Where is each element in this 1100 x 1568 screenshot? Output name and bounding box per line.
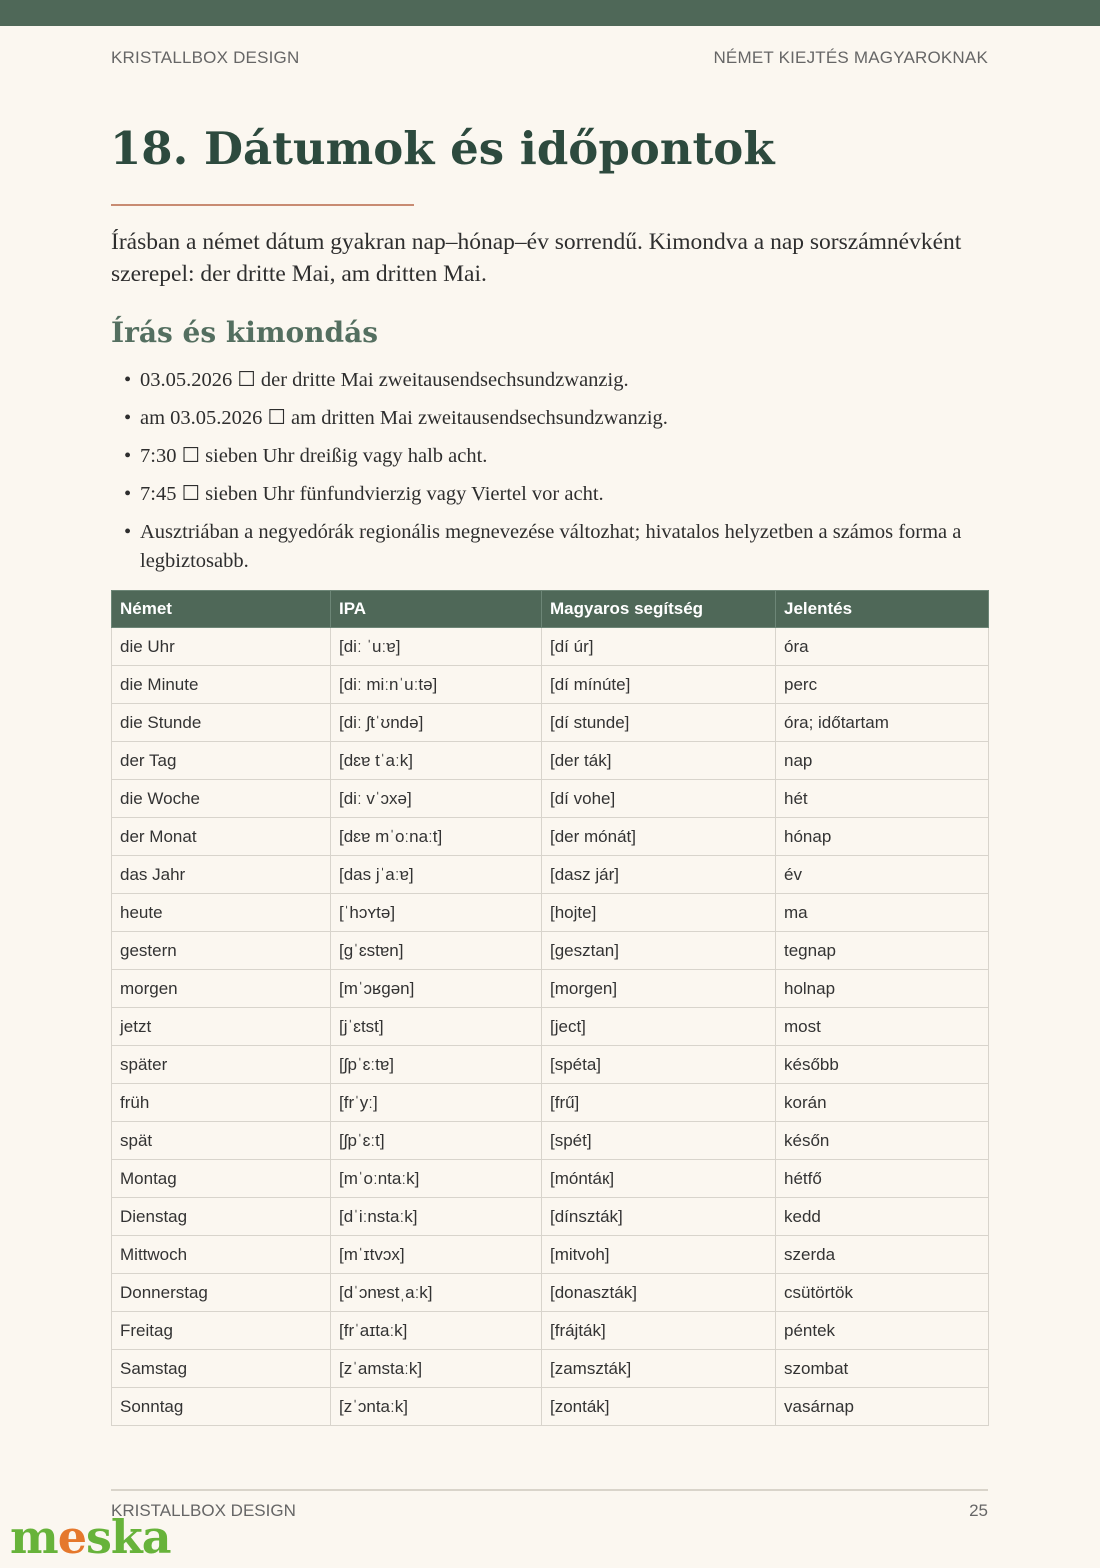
table-row — [112, 1312, 989, 1350]
section-title: Írás és kimondás — [111, 316, 379, 349]
german-cell: später — [112, 1046, 331, 1084]
list-item — [124, 480, 974, 509]
german-cell: die Minute — [112, 666, 331, 704]
column-header-ipa: IPA — [331, 591, 542, 628]
hungarian-help-cell: [mitvoh] — [542, 1236, 776, 1274]
ipa-cell: [jˈɛtst] — [331, 1008, 542, 1046]
meska-logo — [10, 1510, 171, 1564]
list-item-text: 7:30 ☐ sieben Uhr dreißig vagy halb acht. — [140, 445, 488, 467]
table-row — [112, 780, 989, 818]
hungarian-help-cell: [dí stunde] — [542, 704, 776, 742]
meaning-cell: tegnap — [776, 932, 989, 970]
footer-divider — [111, 1489, 988, 1491]
ipa-cell: [ˈhɔʏtə] — [331, 894, 542, 932]
hungarian-help-cell: [zonták] — [542, 1388, 776, 1426]
german-cell: das Jahr — [112, 856, 331, 894]
ipa-cell: [diː ˈuːɐ] — [331, 628, 542, 666]
meaning-cell: vasárnap — [776, 1388, 989, 1426]
meaning-cell: év — [776, 856, 989, 894]
hungarian-help-cell: [hojte] — [542, 894, 776, 932]
logo-part: ska — [85, 1510, 171, 1564]
table-row — [112, 970, 989, 1008]
list-item-text: Ausztriában a negyedórák regionális megnevezése változhat; hivatalos helyzetben a számos forma a legbiztosabb. — [140, 521, 962, 572]
german-cell: Sonntag — [112, 1388, 331, 1426]
hungarian-help-cell: [gesztan] — [542, 932, 776, 970]
list-item — [124, 518, 974, 576]
page-number: 25 — [969, 1501, 988, 1520]
german-cell: die Woche — [112, 780, 331, 818]
meaning-cell: szerda — [776, 1236, 989, 1274]
hungarian-help-cell: [der ták] — [542, 742, 776, 780]
bullet-dot: • — [124, 445, 132, 467]
hungarian-help-cell: [der mónát] — [542, 818, 776, 856]
table-row — [112, 1198, 989, 1236]
hungarian-help-cell: [frű] — [542, 1084, 776, 1122]
hungarian-help-cell: [spét] — [542, 1122, 776, 1160]
list-item-text: am 03.05.2026 ☐ am dritten Mai zweitausendsechsundzwanzig. — [140, 407, 668, 429]
ipa-cell: [ʃpˈɛːtɐ] — [331, 1046, 542, 1084]
column-header-german: Német — [112, 591, 331, 628]
hungarian-help-cell: [ject] — [542, 1008, 776, 1046]
table-row — [112, 1122, 989, 1160]
list-item — [124, 366, 974, 395]
table-row — [112, 628, 989, 666]
ipa-cell: [mˈɪtvɔx] — [331, 1236, 542, 1274]
german-cell: gestern — [112, 932, 331, 970]
meaning-cell: későn — [776, 1122, 989, 1160]
meaning-cell: kedd — [776, 1198, 989, 1236]
ipa-cell: [dˈiːnstaːk] — [331, 1198, 542, 1236]
table-row — [112, 932, 989, 970]
intro-paragraph: Írásban a német dátum gyakran nap–hónap–év sorrendű. Kimondva a nap sorszámnévként szerepel: der dritte Mai, am dritten Mai. — [111, 229, 962, 287]
hungarian-help-cell: [morgen] — [542, 970, 776, 1008]
table-row — [112, 856, 989, 894]
ipa-cell: [zˈamstaːk] — [331, 1350, 542, 1388]
bullet-dot: • — [124, 407, 132, 429]
meaning-cell: most — [776, 1008, 989, 1046]
list-item — [124, 442, 974, 471]
german-cell: Donnerstag — [112, 1274, 331, 1312]
german-cell: Montag — [112, 1160, 331, 1198]
meaning-cell: péntek — [776, 1312, 989, 1350]
german-cell: die Uhr — [112, 628, 331, 666]
bullet-dot: • — [124, 369, 132, 391]
table-row — [112, 666, 989, 704]
meaning-cell: holnap — [776, 970, 989, 1008]
vocabulary-table — [111, 590, 989, 1426]
top-bar — [0, 0, 1100, 26]
ipa-cell: [frˈyː] — [331, 1084, 542, 1122]
ipa-cell: [diː vˈɔxə] — [331, 780, 542, 818]
bullet-dot: • — [124, 521, 132, 543]
meaning-cell: nap — [776, 742, 989, 780]
hungarian-help-cell: [móntáк] — [542, 1160, 776, 1198]
hungarian-help-cell: [dí vohe] — [542, 780, 776, 818]
ipa-cell: [dˈɔnɐstˌaːk] — [331, 1274, 542, 1312]
table-row — [112, 1008, 989, 1046]
ipa-cell: [zˈɔntaːk] — [331, 1388, 542, 1426]
meaning-cell: perc — [776, 666, 989, 704]
meaning-cell: hétfő — [776, 1160, 989, 1198]
ipa-cell: [mˈoːntaːk] — [331, 1160, 542, 1198]
meaning-cell: hónap — [776, 818, 989, 856]
ipa-cell: [frˈaɪtaːk] — [331, 1312, 542, 1350]
german-cell: Mittwoch — [112, 1236, 331, 1274]
german-cell: morgen — [112, 970, 331, 1008]
meaning-cell: óra; időtartam — [776, 704, 989, 742]
list-item-text: 7:45 ☐ sieben Uhr fünfundvierzig vagy Viertel vor acht. — [140, 483, 604, 505]
header-brand: KRISTALLBOX DESIGN — [111, 48, 300, 67]
table-row — [112, 894, 989, 932]
german-cell: jetzt — [112, 1008, 331, 1046]
meaning-cell: szombat — [776, 1350, 989, 1388]
german-cell: heute — [112, 894, 331, 932]
hungarian-help-cell: [donaszták] — [542, 1274, 776, 1312]
table-row — [112, 1236, 989, 1274]
german-cell: Dienstag — [112, 1198, 331, 1236]
ipa-cell: [ʃpˈɛːt] — [331, 1122, 542, 1160]
german-cell: spät — [112, 1122, 331, 1160]
hungarian-help-cell: [dínszták] — [542, 1198, 776, 1236]
ipa-cell: [diː ʃtˈʊndə] — [331, 704, 542, 742]
meaning-cell: később — [776, 1046, 989, 1084]
table-row — [112, 742, 989, 780]
meaning-cell: csütörtök — [776, 1274, 989, 1312]
hungarian-help-cell: [dí úr] — [542, 628, 776, 666]
ipa-cell: [mˈɔʁgən] — [331, 970, 542, 1008]
table-row — [112, 1046, 989, 1084]
list-item — [124, 404, 974, 433]
ipa-cell: [diː miːnˈuːtə] — [331, 666, 542, 704]
bullet-list — [124, 366, 974, 576]
table-header-row — [112, 591, 989, 628]
logo-part: m — [10, 1510, 58, 1564]
meaning-cell: korán — [776, 1084, 989, 1122]
table-row — [112, 1350, 989, 1388]
german-cell: die Stunde — [112, 704, 331, 742]
column-header-hungarian-help: Magyaros segítség — [542, 591, 776, 628]
ipa-cell: [das jˈaːɐ] — [331, 856, 542, 894]
footer-brand: KRISTALLBOX DESIGN — [111, 1501, 296, 1520]
hungarian-help-cell: [spéta] — [542, 1046, 776, 1084]
table-row — [112, 1160, 989, 1198]
page-title: 18. Dátumok és időpontok — [110, 122, 775, 175]
hungarian-help-cell: [dí mínúte] — [542, 666, 776, 704]
column-header-meaning: Jelentés — [776, 591, 989, 628]
hungarian-help-cell: [dasz jár] — [542, 856, 776, 894]
ipa-cell: [gˈɛstɐn] — [331, 932, 542, 970]
hungarian-help-cell: [zamszták] — [542, 1350, 776, 1388]
header-book-title: NÉMET KIEJTÉS MAGYAROKNAK — [713, 48, 988, 67]
table-row — [112, 1274, 989, 1312]
german-cell: der Tag — [112, 742, 331, 780]
german-cell: früh — [112, 1084, 331, 1122]
german-cell: Freitag — [112, 1312, 331, 1350]
table-row — [112, 1388, 989, 1426]
hungarian-help-cell: [frájták] — [542, 1312, 776, 1350]
logo-accent-letter: e — [57, 1510, 86, 1564]
list-item-text: 03.05.2026 ☐ der dritte Mai zweitausendsechsundzwanzig. — [140, 369, 629, 391]
title-underline — [111, 204, 414, 206]
table-row — [112, 1084, 989, 1122]
german-cell: der Monat — [112, 818, 331, 856]
ipa-cell: [dɛɐ mˈoːnaːt] — [331, 818, 542, 856]
bullet-dot: • — [124, 483, 132, 505]
ipa-cell: [dɛɐ tˈaːk] — [331, 742, 542, 780]
table-row — [112, 818, 989, 856]
meaning-cell: ma — [776, 894, 989, 932]
table-row — [112, 704, 989, 742]
meaning-cell: hét — [776, 780, 989, 818]
german-cell: Samstag — [112, 1350, 331, 1388]
meaning-cell: óra — [776, 628, 989, 666]
